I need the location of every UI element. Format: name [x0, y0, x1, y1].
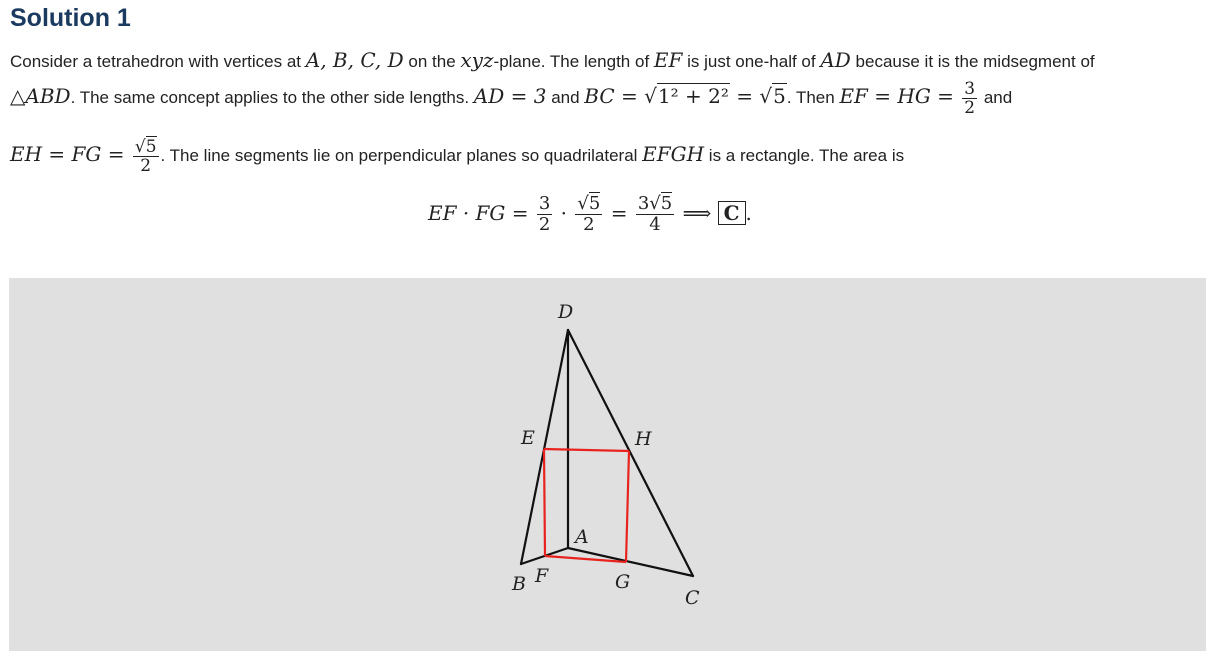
math: EF · FG =: [428, 201, 535, 225]
fraction: [636, 194, 674, 235]
numerator: √5: [134, 137, 157, 157]
label-f: F: [535, 565, 549, 587]
answer-box: C: [718, 201, 746, 225]
math: ·: [554, 201, 574, 225]
tetrahedron-diagram: [9, 278, 1206, 651]
tetrahedron-edges: [521, 330, 693, 576]
text: because it is the midsegment of: [850, 52, 1095, 71]
solution-heading: Solution 1: [10, 4, 131, 32]
area-equation: [428, 194, 752, 235]
math: AD = 3: [473, 83, 547, 108]
math: △ABD: [10, 83, 71, 108]
denominator: 2: [583, 214, 595, 235]
math: EF = HG =: [839, 83, 961, 108]
math: =: [604, 201, 634, 225]
label-e: E: [521, 427, 535, 449]
numerator: 3: [964, 79, 976, 99]
radicand: 5: [660, 193, 673, 214]
math: EFGH: [642, 141, 705, 166]
math: xyz: [460, 48, 494, 72]
text: on the: [403, 52, 461, 71]
denominator: 2: [140, 156, 152, 176]
paragraph-line-3: [10, 138, 904, 175]
radicand: 1² + 2²: [657, 83, 729, 108]
numerator: √5: [577, 193, 601, 214]
fraction: [537, 194, 552, 235]
math: BC =: [584, 83, 645, 108]
label-c: C: [685, 587, 700, 609]
segment-eh: [544, 449, 629, 451]
label-b: B: [512, 573, 526, 595]
numerator: 3√5: [637, 193, 673, 214]
radicand: 5: [588, 193, 601, 214]
denominator: 2: [538, 214, 551, 235]
edge-ac: [568, 548, 693, 576]
math: A, B, C, D: [305, 48, 404, 72]
paragraph-line-1: [10, 50, 1095, 72]
paragraph-line-2: [10, 80, 1012, 117]
text: and: [979, 87, 1013, 107]
math: EF: [653, 48, 683, 72]
math: =: [729, 83, 760, 108]
numerator: 3: [538, 193, 551, 214]
text: is a rectangle. The area is: [704, 145, 905, 165]
text: . The same concept applies to the other side lengths.: [70, 87, 474, 107]
sqrt-expression: √1² + 2²: [644, 83, 729, 108]
radicand: 5: [145, 137, 157, 157]
implies-arrow: ⟹: [676, 201, 718, 225]
label-h: H: [635, 428, 652, 450]
radicand: 5: [773, 83, 786, 108]
denominator: 2: [964, 98, 976, 118]
text: is just one-half of: [682, 52, 821, 71]
denominator: 4: [649, 214, 661, 235]
coefficient: 3: [637, 193, 650, 214]
segment-fe: [544, 449, 545, 556]
label-d: D: [558, 301, 574, 323]
segment-hg: [626, 451, 629, 562]
text: Consider a tetrahedron with vertices at: [10, 52, 306, 71]
text: and: [546, 87, 585, 107]
text: -plane. The length of: [493, 52, 654, 71]
fraction: [962, 80, 977, 117]
text: . Then: [786, 87, 840, 107]
period: .: [745, 201, 752, 225]
sqrt-expression: √5: [759, 83, 786, 108]
fraction: [133, 138, 159, 175]
label-g: G: [615, 571, 631, 593]
text: . The line segments lie on perpendicular planes so quadrilateral: [160, 145, 643, 165]
tetrahedron-svg: [9, 278, 1206, 651]
fraction: [575, 194, 602, 235]
label-a: A: [575, 526, 589, 548]
math: EH = FG =: [10, 141, 131, 166]
math: AD: [820, 48, 851, 72]
